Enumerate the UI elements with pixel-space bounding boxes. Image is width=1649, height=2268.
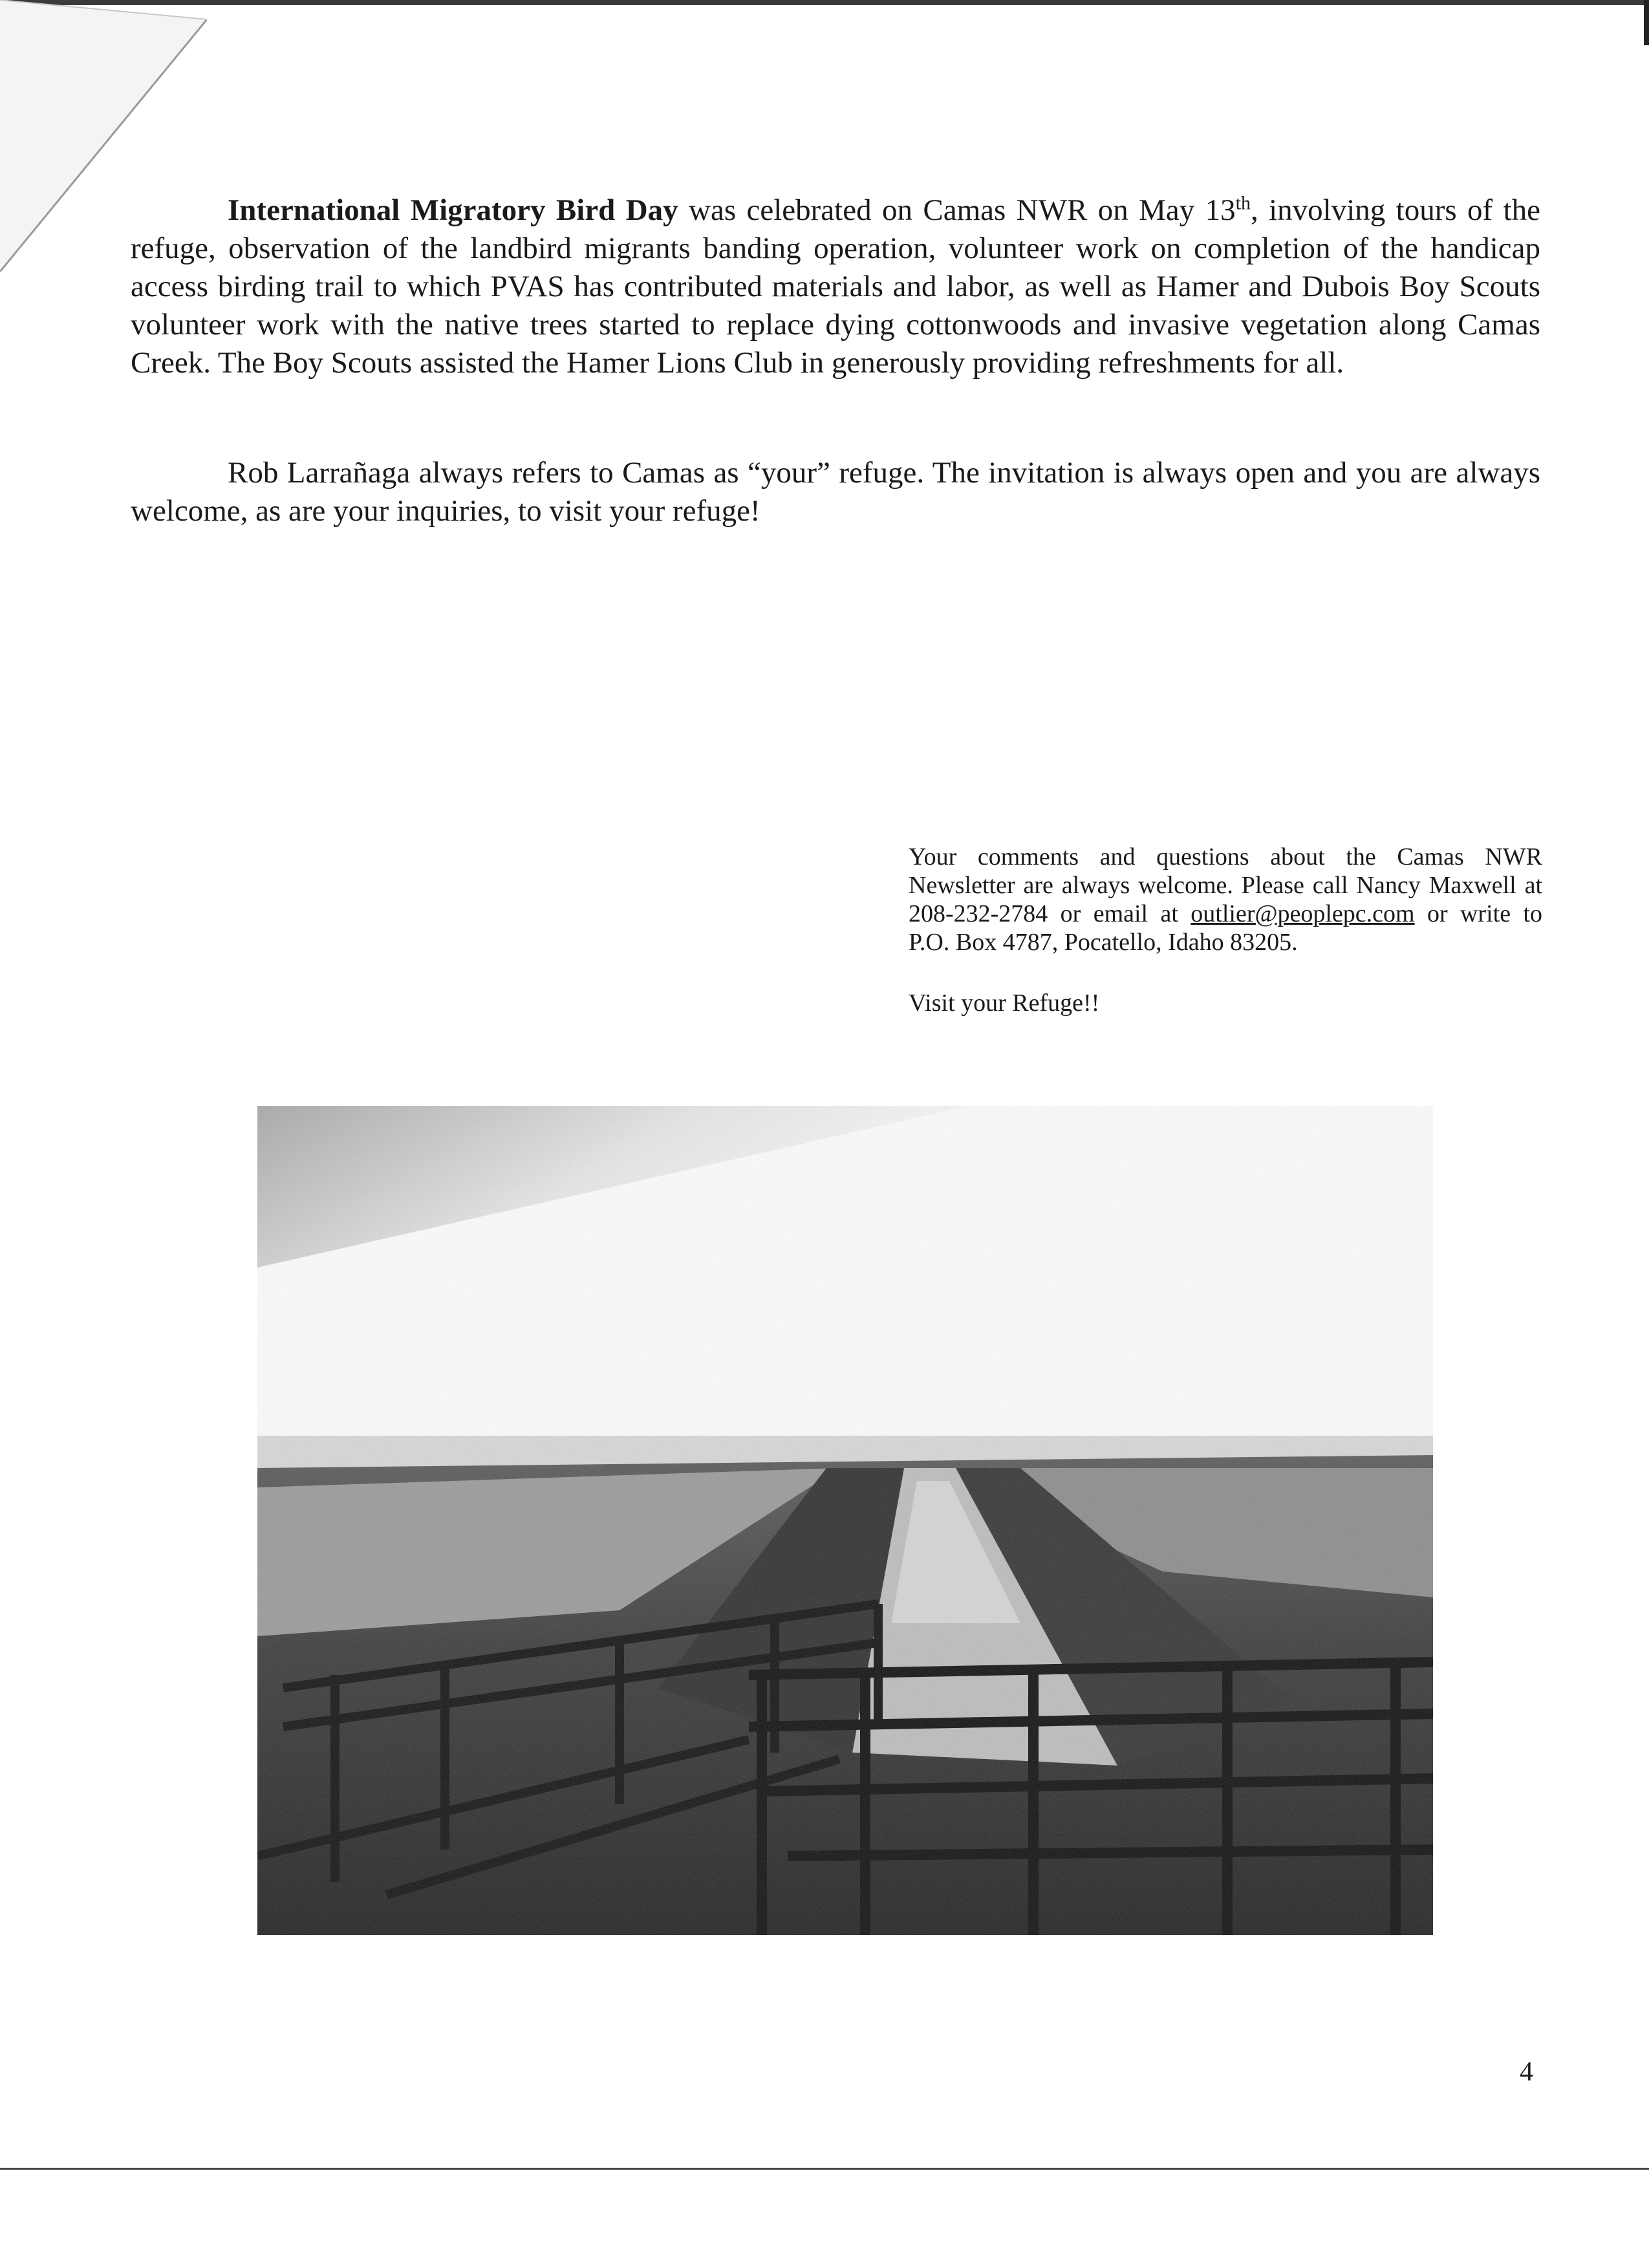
contact-paragraph (909, 843, 1542, 956)
contact-box (909, 843, 1542, 1017)
refuge-boardwalk-photo (257, 1106, 1433, 1935)
para1-text-a: was celebrated on Camas NWR on May 13 (678, 193, 1236, 227)
date-superscript: th (1235, 192, 1251, 214)
page-number: 4 (1520, 2057, 1533, 2087)
scan-right-edge (1644, 0, 1649, 45)
article-paragraph-2 (131, 454, 1540, 530)
event-title: International Migratory Bird Day (228, 193, 678, 227)
scan-top-edge (0, 0, 1649, 5)
visit-refuge-text: Visit your Refuge!! (909, 989, 1100, 1017)
para1-text-b: , involving tours of the refuge, observation of the landbird migrants banding operation, volunteer work on completion of the handicap access birding trail to which PVAS has contributed materials and labor, as well as Hamer and Dubois Boy Scouts volunteer work with the native trees started to replace dying cottonwoods and invasive vegetation along Camas Creek. The Boy Scouts assisted the Hamer Lions Club in generously providing refreshments for all. (131, 193, 1541, 380)
bottom-scan-line (0, 2168, 1649, 2170)
article-paragraph-1 (131, 191, 1540, 382)
contact-text-a: Your comments and questions about the Camas NWR Newsletter are always welcome. Please call Nancy Maxwell at 208-232-2784 or email at (909, 843, 1542, 927)
para2-text: Rob Larrañaga always refers to Camas as “your” refuge. The invitation is always open and you are always welcome, as are your inquiries, to visit your refuge! (131, 456, 1540, 528)
contact-text-b: or write to P.O. Box 4787, Pocatello, Idaho 83205. (909, 900, 1542, 956)
contact-email-link[interactable]: outlier@peoplepc.com (1191, 900, 1415, 927)
